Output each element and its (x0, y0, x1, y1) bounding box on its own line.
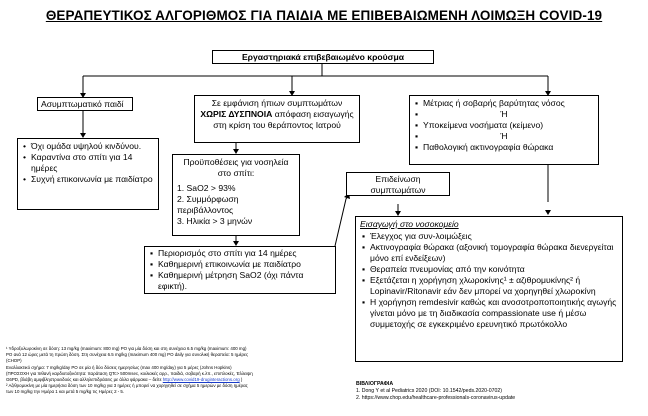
footnote-line: (ΠΡΟΣΟΧΗ για πιθανή καρδιοτοξικότητα: παράταση QTc> 500msec, κοιλιακές αρρ., παιδιά, σοβαρή κ.λπ., επιπλοκές, Έλλειψη (6, 370, 253, 376)
or-separator: ▪ Ή (413, 109, 595, 120)
list-item: • Όχι ομάδα υψηλού κινδύνου. (21, 141, 155, 152)
asymptomatic-label: Ασυμπτωματικό παιδί (41, 99, 124, 109)
list-item: ▪ Θεραπεία πνευμονίας από την κοινότητα (360, 264, 618, 275)
asymptomatic-box (37, 97, 133, 111)
list-item: • Συχνή επικοινωνία με παιδίατρο (21, 174, 155, 185)
footnote-line: Εναλλακτικό σχήμα: 7 mg/kg/day PO σε μία ή δύο δόσεις ημερησίως (max 400 mg/day) για 5 μέρες (Johns Hopkins) (6, 364, 232, 370)
mild-line-1: Σε εμφάνιση ήπιων συμπτωμάτων (211, 98, 343, 108)
conditions-heading: Προϋποθέσεις για νοσηλεία στο σπίτι: (183, 157, 289, 178)
footnote-line: των 10 mg/kg την Ημέρα 1 και μετά 5 mg/kg τις Ημέρες 2 - 5. (6, 389, 125, 395)
footnote-line: (CHOP) (6, 358, 22, 364)
reference-item: 1. Dong Y et al Pediatrics 2020 (DOI: 10.1542/peds.2020-0702) (356, 388, 503, 394)
home-care-list (148, 248, 332, 292)
references-heading: ΒΙΒΛΙΟΓΡΑΦΙΑ (356, 381, 394, 387)
mild-line-2-rest: απόφαση εισαγωγής (272, 109, 354, 119)
page-title: ΘΕΡΑΠΕΥΤΙΚΟΣ ΑΛΓΟΡΙΘΜΟΣ ΓΙΑ ΠΑΙΔΙΑ ΜΕ ΕΠΙΒΕΒΑΙΩΜΕΝΗ ΛΟΙΜΩΞΗ COVID-19 (45, 8, 603, 23)
footnote-line: G6PD, βλάβη αμφιβληστροειδούς και αλληλεπιδράσεις με άλλα φάρμακα – δείτε http://www.covid19-druginteractions.org ) (6, 377, 243, 383)
list-item: ▪ Έλεγχος για συν-λοιμώξεις (360, 231, 618, 242)
drug-interactions-link[interactable]: http://www.covid19-druginteractions.org (162, 377, 240, 383)
home-care-box (144, 246, 336, 294)
hospital-admission-box (355, 216, 623, 362)
or-separator: ▪ Ή (413, 131, 595, 142)
condition-item: 3. Ηλικία > 3 μηνών (177, 216, 253, 226)
list-item: ▪ Καθημερινή μέτρηση SaO2 (όχι πάντα εφικτή). (148, 270, 332, 292)
list-item: • Καραντίνα στο σπίτι για 14 ημέρες (21, 152, 155, 174)
asymptomatic-care-list (21, 141, 155, 185)
condition-item: 1. SaO2 > 93% (177, 183, 236, 193)
list-item: ▪ Υποκείμενα νοσήματα (κείμενο) (413, 120, 595, 131)
footnote-line: ¹ Υδροξυλωροκίνη σε δόση: 13 mg/kg (maximum: 800 mg) PO για μία δόση και στη συνέχεια 6.5 mg/kg (maximum: 400 mg) (6, 346, 247, 351)
root-label: Εργαστηριακά επιβεβαιωμένο κρούσμα (241, 52, 405, 62)
home-care-conditions-box (172, 154, 300, 236)
no-dyspnea-label: ΧΩΡΙΣ ΔΥΣΠΝΟΙΑ (200, 109, 273, 119)
list-item: ▪ Εξετάζεται η χορήγηση χλωροκίνης¹ ± αζιθρομυκίνης² ή Lopinavir/Ritonavir εάν δεν μπορεί να χορηγηθεί χλωροκίνη (360, 275, 618, 297)
mild-symptoms-box (194, 95, 360, 143)
footnote-line: ² Αζιθρομυκίνη με μία ημερήσια δόση των 10 mg/kg για 3 ημέρες ή μπορεί να χορηγηθεί σε σχήμα 5 ημερών με δόση ημέρας (6, 383, 248, 389)
severe-disease-box (409, 95, 599, 165)
list-item: ▪ Η χορήγηση remdesivir καθώς και ανοσοτροποποιητικής αγωγής γίνεται μόνο με τη διαδικασία compassionate use ή μέσω συμμετοχής σε εγκεκριμένο ερευνητικό πρωτόκολλο (360, 297, 618, 330)
list-item: ▪ Καθημερινή επικοινωνία με παιδίατρο (148, 259, 332, 270)
hospital-heading: Εισαγωγή στο νοσοκομείο (360, 219, 459, 229)
worsening-label: Επιδείνωση συμπτωμάτων (370, 174, 426, 195)
mild-line-3: στη κρίση του θεράποντος Ιατρού (213, 120, 341, 130)
list-item: ▪ Παθολογική ακτινογραφία θώρακα (413, 142, 595, 153)
references (356, 381, 640, 402)
footnote-line: PO ανά 12 ώρες μετά τη πρώτη δόση. Στη συνέχεια 6.5 mg/kg (maximum 400 mg) PO daily για συνολική θεραπεία: 5 ημέρες (6, 352, 249, 358)
list-item: ▪ Περιορισμός στο σπίτι για 14 ημέρες (148, 248, 332, 259)
list-item: ▪ Ακτινογραφία θώρακα (αξονική τομογραφία θώρακα διενεργείται μόνο επί ενδείξεων) (360, 242, 618, 264)
asymptomatic-care-box (17, 138, 159, 210)
severe-criteria-list (413, 98, 595, 153)
root-confirmed-case-box (212, 50, 434, 64)
worsening-symptoms-box (346, 172, 450, 196)
condition-item: 2. Συμμόρφωση περιβάλλοντος (177, 194, 239, 215)
hospital-actions-list (360, 231, 618, 330)
footnotes (6, 346, 346, 396)
reference-item: 2. https://www.chop.edu/healthcare-professionals-coronavirus-update (356, 395, 516, 401)
list-item: ▪ Μέτριας ή σοβαρής βαρύτητας νόσος (413, 98, 595, 109)
